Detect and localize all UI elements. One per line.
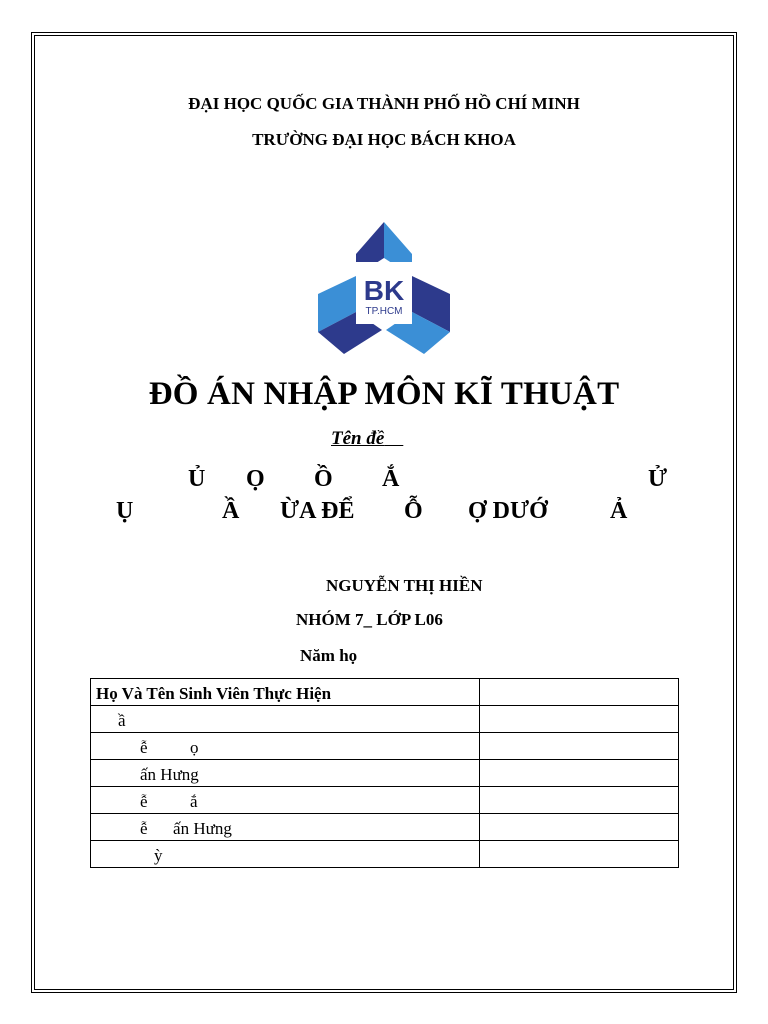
table-row [91,706,679,733]
logo-text-sub: TP.HCM [365,306,403,317]
table-empty-cell [480,841,679,868]
bk-logo [316,214,452,360]
table-empty-cell [480,706,679,733]
table-cell: ỳ [91,841,480,868]
table-cell: ễ ọ [91,733,480,760]
topic-fragment: Ầ [222,498,240,524]
table-empty-cell [480,679,679,706]
topic-fragment: Ủ [188,466,206,492]
table-cell: ầ [91,706,480,733]
topic-fragment: Ắ [382,466,400,492]
table-empty-cell [480,733,679,760]
table-row [91,760,679,787]
table-cell: ấn Hưng [91,760,480,787]
student-name: NGUYỄN THỊ HIỀN [326,576,483,595]
table-row [91,814,679,841]
table-row [91,841,679,868]
table-header-cell: Họ Và Tên Sinh Viên Thực Hiện [91,679,480,706]
topic-fragment: Ụ [116,498,134,524]
table-empty-cell [480,814,679,841]
table-row [91,733,679,760]
topic-fragment: Ồ [314,466,333,492]
topic-fragment: Ả [610,498,628,524]
logo-text-main: BK [363,275,405,306]
school-year: Năm họ [300,646,358,665]
topic-fragment: Ỗ [404,498,423,524]
table-header-row [91,679,679,706]
topic-fragment: Ọ [246,466,265,492]
school-name: TRƯỜNG ĐẠI HỌC BÁCH KHOA [252,130,516,149]
table-empty-cell [480,760,679,787]
table-row [91,787,679,814]
table-cell: ễ ắ [91,787,480,814]
table-cell: ễ ấn Hưng [91,814,480,841]
topic-fragment: Ợ DƯỚ [468,498,548,524]
topic-fragment: ỪA ĐỂ [280,498,355,524]
topic-fragment: Ử [648,466,668,492]
subject-label: Tên đề [331,428,385,449]
member-table [90,678,679,868]
university-name: ĐẠI HỌC QUỐC GIA THÀNH PHỐ HỒ CHÍ MINH [188,94,580,113]
table-empty-cell [480,787,679,814]
document-title: ĐỒ ÁN NHẬP MÔN KĨ THUẬT [148,376,620,412]
group-class: NHÓM 7_ LỚP L06 [296,610,443,629]
